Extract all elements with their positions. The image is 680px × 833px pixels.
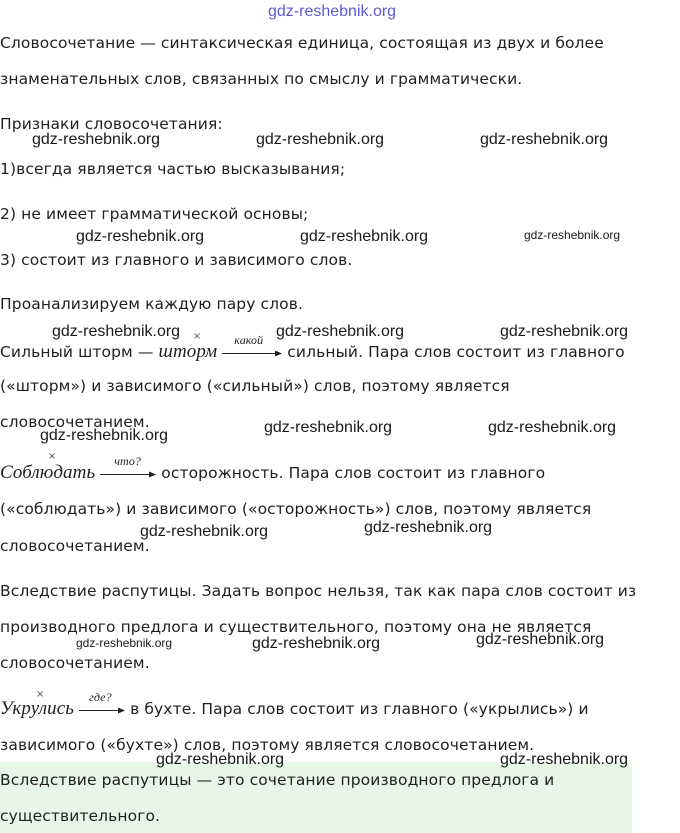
question-label: что? [114, 453, 142, 468]
watermark: gdz-reshebnik.org [256, 131, 385, 148]
example-4-word: Укрулись [0, 698, 75, 719]
watermark: gdz-reshebnik.org [364, 519, 493, 536]
answer-line-1: Вследствие распутицы — это сочетание производного предлога и [0, 771, 555, 789]
example-2-line-2: («соблюдать») и зависимого («осторожность») слов, поэтому является [0, 500, 592, 518]
example-3-line-2: производного предлога и существительного, поэтому она не является [0, 618, 592, 636]
example-1-line-2: («шторм») и зависимого («сильный») слов, поэтому является [0, 377, 510, 395]
example-1-line-1 [0, 332, 625, 363]
watermark: gdz-reshebnik.org [252, 635, 381, 652]
cross-mark: × [193, 331, 202, 342]
sign-3: 3) состоит из главного и зависимого слов. [0, 251, 353, 269]
signs-title: Признаки словосочетания: [0, 115, 223, 133]
watermark: gdz-reshebnik.org [500, 323, 629, 340]
question-arrow [222, 332, 282, 361]
example-1-rest: сильный. Пара слов состоит из главного [282, 343, 625, 361]
watermark: gdz-reshebnik.org [500, 751, 629, 768]
example-2-line-3: словосочетанием. [0, 537, 150, 555]
cross-mark: × [48, 451, 57, 462]
example-1-line-3: словосочетанием. [0, 413, 150, 431]
watermark: gdz-reshebnik.org [156, 751, 285, 768]
watermark: gdz-reshebnik.org [52, 323, 181, 340]
watermark: gdz-reshebnik.org [140, 523, 269, 540]
watermark: gdz-reshebnik.org [76, 636, 173, 650]
example-4-rest: в бухте. Пара слов состоит из главного («укрылись») и [125, 700, 589, 718]
question-label: какой [234, 332, 264, 347]
question-arrow [100, 453, 156, 482]
watermark: gdz-reshebnik.org [76, 228, 205, 245]
example-4-line-1 [0, 689, 589, 720]
watermark-top: gdz-reshebnik.org [268, 3, 397, 20]
watermark: gdz-reshebnik.org [40, 427, 169, 444]
definition-line-2: знаменательных слов, связанных по смыслу и грамматически. [0, 70, 523, 88]
example-2-line-1 [0, 453, 546, 484]
cross-mark: × [36, 689, 45, 700]
watermark: gdz-reshebnik.org [276, 323, 405, 340]
example-4-line-2: зависимого («бухте») слов, поэтому является словосочетанием. [0, 736, 535, 754]
watermark: gdz-reshebnik.org [480, 131, 609, 148]
watermark: gdz-reshebnik.org [524, 228, 621, 242]
example-1-lead: Сильный шторм — [0, 343, 159, 361]
watermark: gdz-reshebnik.org [32, 131, 161, 148]
question-label: где? [89, 689, 112, 704]
watermark: gdz-reshebnik.org [300, 228, 429, 245]
example-3-line-1: Вследствие распутицы. Задать вопрос нельзя, так как пара слов состоит из [0, 582, 637, 600]
sign-1: 1)всегда является частью высказывания; [0, 160, 346, 178]
sign-2: 2) не имеет грамматической основы; [0, 205, 309, 223]
question-arrow [79, 689, 125, 718]
example-1-word: шторм [158, 341, 218, 362]
answer-line-2: существительного. [0, 807, 161, 825]
watermark: gdz-reshebnik.org [488, 419, 617, 436]
watermark: gdz-reshebnik.org [476, 631, 605, 648]
example-3-line-3: словосочетанием. [0, 654, 150, 672]
watermark: gdz-reshebnik.org [264, 419, 393, 436]
definition-line-1: Словосочетание — синтаксическая единица, состоящая из двух и более [0, 34, 604, 52]
example-2-word: Соблюдать [0, 462, 96, 483]
example-2-rest: осторожность. Пара слов состоит из главного [156, 464, 546, 482]
analyze-line: Проанализируем каждую пару слов. [0, 295, 304, 313]
